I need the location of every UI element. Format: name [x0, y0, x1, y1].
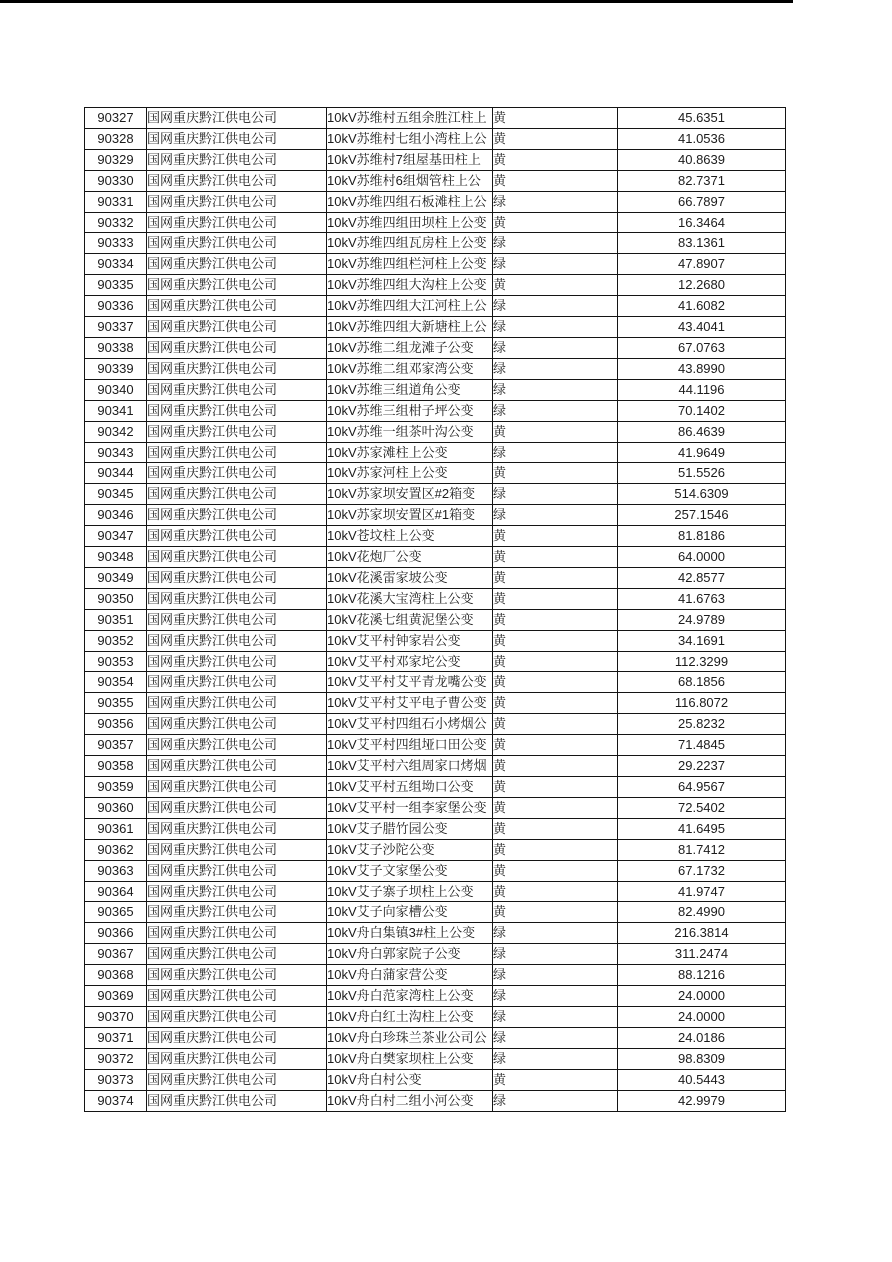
cell-name: 10kV花溪大宝湾柱上公变: [327, 588, 493, 609]
cell-id: 90334: [85, 254, 147, 275]
cell-status: 黄: [493, 212, 618, 233]
cell-name: 10kV舟白红土沟柱上公变: [327, 1006, 493, 1027]
cell-company: 国网重庆黔江供电公司: [147, 797, 327, 818]
cell-company: 国网重庆黔江供电公司: [147, 442, 327, 463]
table-row: [85, 735, 786, 756]
table-row: [85, 944, 786, 965]
cell-id: 90364: [85, 881, 147, 902]
cell-company: 国网重庆黔江供电公司: [147, 902, 327, 923]
cell-status: 绿: [493, 254, 618, 275]
cell-company: 国网重庆黔江供电公司: [147, 923, 327, 944]
cell-value: 67.1732: [618, 860, 786, 881]
cell-id: 90329: [85, 149, 147, 170]
cell-value: 34.1691: [618, 630, 786, 651]
cell-value: 41.6495: [618, 818, 786, 839]
cell-company: 国网重庆黔江供电公司: [147, 818, 327, 839]
cell-company: 国网重庆黔江供电公司: [147, 296, 327, 317]
cell-company: 国网重庆黔江供电公司: [147, 191, 327, 212]
cell-id: 90355: [85, 693, 147, 714]
cell-id: 90366: [85, 923, 147, 944]
table-row: [85, 797, 786, 818]
cell-id: 90338: [85, 337, 147, 358]
cell-company: 国网重庆黔江供电公司: [147, 609, 327, 630]
cell-company: 国网重庆黔江供电公司: [147, 1027, 327, 1048]
cell-status: 黄: [493, 609, 618, 630]
table-row: [85, 484, 786, 505]
cell-id: 90359: [85, 777, 147, 798]
cell-name: 10kV苏维四组石板滩柱上公: [327, 191, 493, 212]
table-row: [85, 818, 786, 839]
table-row: [85, 379, 786, 400]
cell-value: 72.5402: [618, 797, 786, 818]
cell-value: 71.4845: [618, 735, 786, 756]
cell-name: 10kV苏维四组田坝柱上公变: [327, 212, 493, 233]
cell-value: 88.1216: [618, 965, 786, 986]
cell-status: 绿: [493, 1027, 618, 1048]
cell-value: 64.0000: [618, 547, 786, 568]
cell-company: 国网重庆黔江供电公司: [147, 484, 327, 505]
table-row: [85, 777, 786, 798]
cell-id: 90369: [85, 986, 147, 1007]
table-row: [85, 672, 786, 693]
cell-id: 90333: [85, 233, 147, 254]
table-row: [85, 860, 786, 881]
cell-value: 29.2237: [618, 756, 786, 777]
cell-name: 10kV艾平村五组坳口公变: [327, 777, 493, 798]
cell-name: 10kV苏维一组茶叶沟公变: [327, 421, 493, 442]
cell-status: 绿: [493, 1048, 618, 1069]
cell-company: 国网重庆黔江供电公司: [147, 672, 327, 693]
cell-status: 黄: [493, 547, 618, 568]
cell-name: 10kV艾平村一组李家堡公变: [327, 797, 493, 818]
table-row: [85, 170, 786, 191]
cell-company: 国网重庆黔江供电公司: [147, 944, 327, 965]
cell-company: 国网重庆黔江供电公司: [147, 965, 327, 986]
cell-name: 10kV苏维二组邓家湾公变: [327, 358, 493, 379]
cell-company: 国网重庆黔江供电公司: [147, 128, 327, 149]
cell-status: 黄: [493, 128, 618, 149]
cell-id: 90344: [85, 463, 147, 484]
table-row: [85, 442, 786, 463]
cell-name: 10kV艾子沙陀公变: [327, 839, 493, 860]
cell-status: 黄: [493, 735, 618, 756]
cell-status: 黄: [493, 881, 618, 902]
table-row: [85, 400, 786, 421]
cell-company: 国网重庆黔江供电公司: [147, 170, 327, 191]
cell-id: 90362: [85, 839, 147, 860]
cell-company: 国网重庆黔江供电公司: [147, 567, 327, 588]
cell-status: 绿: [493, 944, 618, 965]
cell-id: 90332: [85, 212, 147, 233]
table-row: [85, 505, 786, 526]
table-row: [85, 714, 786, 735]
cell-name: 10kV舟白村二组小河公变: [327, 1090, 493, 1111]
cell-status: 黄: [493, 421, 618, 442]
cell-status: 绿: [493, 358, 618, 379]
cell-id: 90341: [85, 400, 147, 421]
cell-name: 10kV艾子向家槽公变: [327, 902, 493, 923]
cell-name: 10kV苍坟柱上公变: [327, 526, 493, 547]
cell-value: 51.5526: [618, 463, 786, 484]
cell-company: 国网重庆黔江供电公司: [147, 526, 327, 547]
cell-id: 90327: [85, 108, 147, 129]
cell-status: 黄: [493, 818, 618, 839]
cell-value: 42.9979: [618, 1090, 786, 1111]
cell-name: 10kV艾平村艾平青龙嘴公变: [327, 672, 493, 693]
cell-id: 90346: [85, 505, 147, 526]
cell-id: 90373: [85, 1069, 147, 1090]
cell-company: 国网重庆黔江供电公司: [147, 588, 327, 609]
cell-name: 10kV苏维四组大新塘柱上公: [327, 317, 493, 338]
top-edge-bar: [0, 0, 793, 3]
cell-status: 黄: [493, 839, 618, 860]
cell-status: 黄: [493, 149, 618, 170]
cell-value: 43.8990: [618, 358, 786, 379]
cell-name: 10kV艾子腊竹园公变: [327, 818, 493, 839]
cell-company: 国网重庆黔江供电公司: [147, 379, 327, 400]
cell-value: 24.0000: [618, 986, 786, 1007]
cell-status: 绿: [493, 400, 618, 421]
table-row: [85, 609, 786, 630]
cell-status: 黄: [493, 756, 618, 777]
cell-status: 绿: [493, 923, 618, 944]
cell-id: 90367: [85, 944, 147, 965]
cell-name: 10kV苏维村七组小湾柱上公: [327, 128, 493, 149]
cell-status: 黄: [493, 463, 618, 484]
table-row: [85, 463, 786, 484]
cell-name: 10kV花溪雷家坡公变: [327, 567, 493, 588]
cell-value: 514.6309: [618, 484, 786, 505]
cell-id: 90371: [85, 1027, 147, 1048]
table-row: [85, 902, 786, 923]
cell-company: 国网重庆黔江供电公司: [147, 839, 327, 860]
cell-value: 41.9747: [618, 881, 786, 902]
cell-status: 绿: [493, 379, 618, 400]
cell-status: 黄: [493, 902, 618, 923]
cell-company: 国网重庆黔江供电公司: [147, 108, 327, 129]
cell-name: 10kV舟白郭家院子公变: [327, 944, 493, 965]
table-body: [85, 108, 786, 1112]
cell-value: 24.0186: [618, 1027, 786, 1048]
cell-company: 国网重庆黔江供电公司: [147, 149, 327, 170]
cell-company: 国网重庆黔江供电公司: [147, 1090, 327, 1111]
cell-value: 67.0763: [618, 337, 786, 358]
cell-value: 82.4990: [618, 902, 786, 923]
table-row: [85, 526, 786, 547]
cell-company: 国网重庆黔江供电公司: [147, 275, 327, 296]
table-row: [85, 567, 786, 588]
cell-name: 10kV艾平村四组石小烤烟公: [327, 714, 493, 735]
cell-company: 国网重庆黔江供电公司: [147, 860, 327, 881]
cell-id: 90363: [85, 860, 147, 881]
cell-id: 90343: [85, 442, 147, 463]
cell-id: 90368: [85, 965, 147, 986]
cell-value: 24.0000: [618, 1006, 786, 1027]
cell-name: 10kV艾平村艾平电子曹公变: [327, 693, 493, 714]
cell-status: 黄: [493, 672, 618, 693]
cell-name: 10kV艾平村四组垭口田公变: [327, 735, 493, 756]
cell-value: 41.0536: [618, 128, 786, 149]
cell-name: 10kV苏维四组大沟柱上公变: [327, 275, 493, 296]
cell-id: 90340: [85, 379, 147, 400]
table-row: [85, 149, 786, 170]
cell-company: 国网重庆黔江供电公司: [147, 714, 327, 735]
table-row: [85, 839, 786, 860]
cell-value: 64.9567: [618, 777, 786, 798]
cell-company: 国网重庆黔江供电公司: [147, 233, 327, 254]
cell-id: 90374: [85, 1090, 147, 1111]
cell-status: 绿: [493, 986, 618, 1007]
cell-value: 68.1856: [618, 672, 786, 693]
cell-company: 国网重庆黔江供电公司: [147, 505, 327, 526]
transformer-table-wrap: [84, 107, 786, 1112]
table-row: [85, 296, 786, 317]
cell-status: 黄: [493, 170, 618, 191]
cell-status: 黄: [493, 567, 618, 588]
cell-name: 10kV苏家坝安置区#1箱变: [327, 505, 493, 526]
cell-name: 10kV苏维村五组余胜江柱上: [327, 108, 493, 129]
cell-status: 黄: [493, 275, 618, 296]
cell-id: 90352: [85, 630, 147, 651]
cell-id: 90345: [85, 484, 147, 505]
cell-name: 10kV苏家河柱上公变: [327, 463, 493, 484]
cell-company: 国网重庆黔江供电公司: [147, 254, 327, 275]
cell-company: 国网重庆黔江供电公司: [147, 651, 327, 672]
cell-value: 257.1546: [618, 505, 786, 526]
cell-id: 90370: [85, 1006, 147, 1027]
cell-id: 90348: [85, 547, 147, 568]
table-row: [85, 651, 786, 672]
cell-company: 国网重庆黔江供电公司: [147, 547, 327, 568]
cell-company: 国网重庆黔江供电公司: [147, 756, 327, 777]
cell-name: 10kV花炮厂公变: [327, 547, 493, 568]
table-row: [85, 421, 786, 442]
cell-value: 81.8186: [618, 526, 786, 547]
cell-value: 40.8639: [618, 149, 786, 170]
cell-id: 90328: [85, 128, 147, 149]
table-row: [85, 923, 786, 944]
cell-status: 绿: [493, 965, 618, 986]
cell-id: 90360: [85, 797, 147, 818]
cell-status: 黄: [493, 714, 618, 735]
cell-value: 16.3464: [618, 212, 786, 233]
cell-name: 10kV舟白集镇3#柱上公变: [327, 923, 493, 944]
cell-status: 黄: [493, 860, 618, 881]
cell-status: 绿: [493, 484, 618, 505]
cell-status: 绿: [493, 1090, 618, 1111]
cell-company: 国网重庆黔江供电公司: [147, 881, 327, 902]
cell-status: 绿: [493, 317, 618, 338]
table-row: [85, 1006, 786, 1027]
cell-id: 90356: [85, 714, 147, 735]
cell-id: 90365: [85, 902, 147, 923]
table-row: [85, 358, 786, 379]
cell-id: 90354: [85, 672, 147, 693]
cell-value: 44.1196: [618, 379, 786, 400]
cell-id: 90330: [85, 170, 147, 191]
cell-value: 41.6763: [618, 588, 786, 609]
cell-name: 10kV苏维三组柑子坪公变: [327, 400, 493, 421]
cell-value: 41.9649: [618, 442, 786, 463]
cell-id: 90342: [85, 421, 147, 442]
cell-name: 10kV苏家坝安置区#2箱变: [327, 484, 493, 505]
cell-company: 国网重庆黔江供电公司: [147, 693, 327, 714]
cell-status: 绿: [493, 337, 618, 358]
cell-value: 42.8577: [618, 567, 786, 588]
table-row: [85, 588, 786, 609]
table-row: [85, 191, 786, 212]
cell-company: 国网重庆黔江供电公司: [147, 358, 327, 379]
cell-company: 国网重庆黔江供电公司: [147, 317, 327, 338]
table-row: [85, 254, 786, 275]
cell-name: 10kV苏维四组瓦房柱上公变: [327, 233, 493, 254]
cell-id: 90339: [85, 358, 147, 379]
cell-value: 70.1402: [618, 400, 786, 421]
table-row: [85, 881, 786, 902]
table-row: [85, 693, 786, 714]
table-row: [85, 1069, 786, 1090]
cell-value: 98.8309: [618, 1048, 786, 1069]
cell-name: 10kV艾平村六组周家口烤烟: [327, 756, 493, 777]
table-row: [85, 1027, 786, 1048]
table-row: [85, 233, 786, 254]
cell-value: 24.9789: [618, 609, 786, 630]
cell-status: 黄: [493, 651, 618, 672]
cell-id: 90336: [85, 296, 147, 317]
cell-status: 黄: [493, 630, 618, 651]
cell-id: 90361: [85, 818, 147, 839]
cell-company: 国网重庆黔江供电公司: [147, 1006, 327, 1027]
cell-status: 黄: [493, 777, 618, 798]
cell-id: 90349: [85, 567, 147, 588]
cell-id: 90350: [85, 588, 147, 609]
cell-name: 10kV苏维三组道角公变: [327, 379, 493, 400]
cell-name: 10kV艾平村钟家岩公变: [327, 630, 493, 651]
cell-id: 90351: [85, 609, 147, 630]
table-row: [85, 1090, 786, 1111]
table-row: [85, 317, 786, 338]
cell-name: 10kV苏家滩柱上公变: [327, 442, 493, 463]
cell-company: 国网重庆黔江供电公司: [147, 337, 327, 358]
cell-id: 90335: [85, 275, 147, 296]
cell-status: 绿: [493, 233, 618, 254]
cell-id: 90331: [85, 191, 147, 212]
cell-name: 10kV舟白蒲家营公变: [327, 965, 493, 986]
cell-status: 黄: [493, 526, 618, 547]
cell-company: 国网重庆黔江供电公司: [147, 986, 327, 1007]
transformer-table: [84, 107, 786, 1112]
cell-id: 90347: [85, 526, 147, 547]
cell-value: 81.7412: [618, 839, 786, 860]
table-row: [85, 630, 786, 651]
cell-name: 10kV艾子寨子坝柱上公变: [327, 881, 493, 902]
cell-id: 90372: [85, 1048, 147, 1069]
cell-value: 66.7897: [618, 191, 786, 212]
table-row: [85, 965, 786, 986]
cell-id: 90353: [85, 651, 147, 672]
cell-value: 112.3299: [618, 651, 786, 672]
cell-company: 国网重庆黔江供电公司: [147, 1048, 327, 1069]
cell-name: 10kV舟白范家湾柱上公变: [327, 986, 493, 1007]
cell-value: 311.2474: [618, 944, 786, 965]
cell-value: 47.8907: [618, 254, 786, 275]
cell-value: 216.3814: [618, 923, 786, 944]
cell-value: 12.2680: [618, 275, 786, 296]
cell-status: 黄: [493, 588, 618, 609]
cell-status: 黄: [493, 797, 618, 818]
table-row: [85, 547, 786, 568]
table-row: [85, 1048, 786, 1069]
cell-status: 绿: [493, 296, 618, 317]
cell-name: 10kV舟白村公变: [327, 1069, 493, 1090]
table-row: [85, 212, 786, 233]
cell-id: 90337: [85, 317, 147, 338]
cell-value: 41.6082: [618, 296, 786, 317]
cell-status: 绿: [493, 505, 618, 526]
cell-status: 绿: [493, 442, 618, 463]
cell-value: 45.6351: [618, 108, 786, 129]
cell-name: 10kV苏维二组龙滩子公变: [327, 337, 493, 358]
cell-status: 绿: [493, 191, 618, 212]
cell-company: 国网重庆黔江供电公司: [147, 463, 327, 484]
cell-name: 10kV苏维四组栏河柱上公变: [327, 254, 493, 275]
cell-company: 国网重庆黔江供电公司: [147, 630, 327, 651]
table-row: [85, 337, 786, 358]
cell-name: 10kV艾子文家堡公变: [327, 860, 493, 881]
cell-value: 40.5443: [618, 1069, 786, 1090]
cell-status: 黄: [493, 1069, 618, 1090]
table-row: [85, 108, 786, 129]
cell-value: 86.4639: [618, 421, 786, 442]
cell-status: 绿: [493, 1006, 618, 1027]
cell-id: 90357: [85, 735, 147, 756]
cell-company: 国网重庆黔江供电公司: [147, 212, 327, 233]
cell-company: 国网重庆黔江供电公司: [147, 1069, 327, 1090]
cell-status: 黄: [493, 693, 618, 714]
cell-name: 10kV苏维村7组屋基田柱上: [327, 149, 493, 170]
cell-value: 82.7371: [618, 170, 786, 191]
cell-value: 116.8072: [618, 693, 786, 714]
cell-value: 43.4041: [618, 317, 786, 338]
cell-name: 10kV舟白樊家坝柱上公变: [327, 1048, 493, 1069]
cell-name: 10kV艾平村邓家坨公变: [327, 651, 493, 672]
cell-status: 黄: [493, 108, 618, 129]
cell-id: 90358: [85, 756, 147, 777]
cell-value: 83.1361: [618, 233, 786, 254]
cell-company: 国网重庆黔江供电公司: [147, 400, 327, 421]
cell-name: 10kV舟白珍珠兰茶业公司公: [327, 1027, 493, 1048]
cell-value: 25.8232: [618, 714, 786, 735]
cell-company: 国网重庆黔江供电公司: [147, 777, 327, 798]
table-row: [85, 275, 786, 296]
cell-name: 10kV苏维村6组烟管柱上公: [327, 170, 493, 191]
cell-name: 10kV花溪七组黄泥堡公变: [327, 609, 493, 630]
cell-company: 国网重庆黔江供电公司: [147, 735, 327, 756]
cell-company: 国网重庆黔江供电公司: [147, 421, 327, 442]
table-row: [85, 986, 786, 1007]
table-row: [85, 756, 786, 777]
cell-name: 10kV苏维四组大江河柱上公: [327, 296, 493, 317]
table-row: [85, 128, 786, 149]
